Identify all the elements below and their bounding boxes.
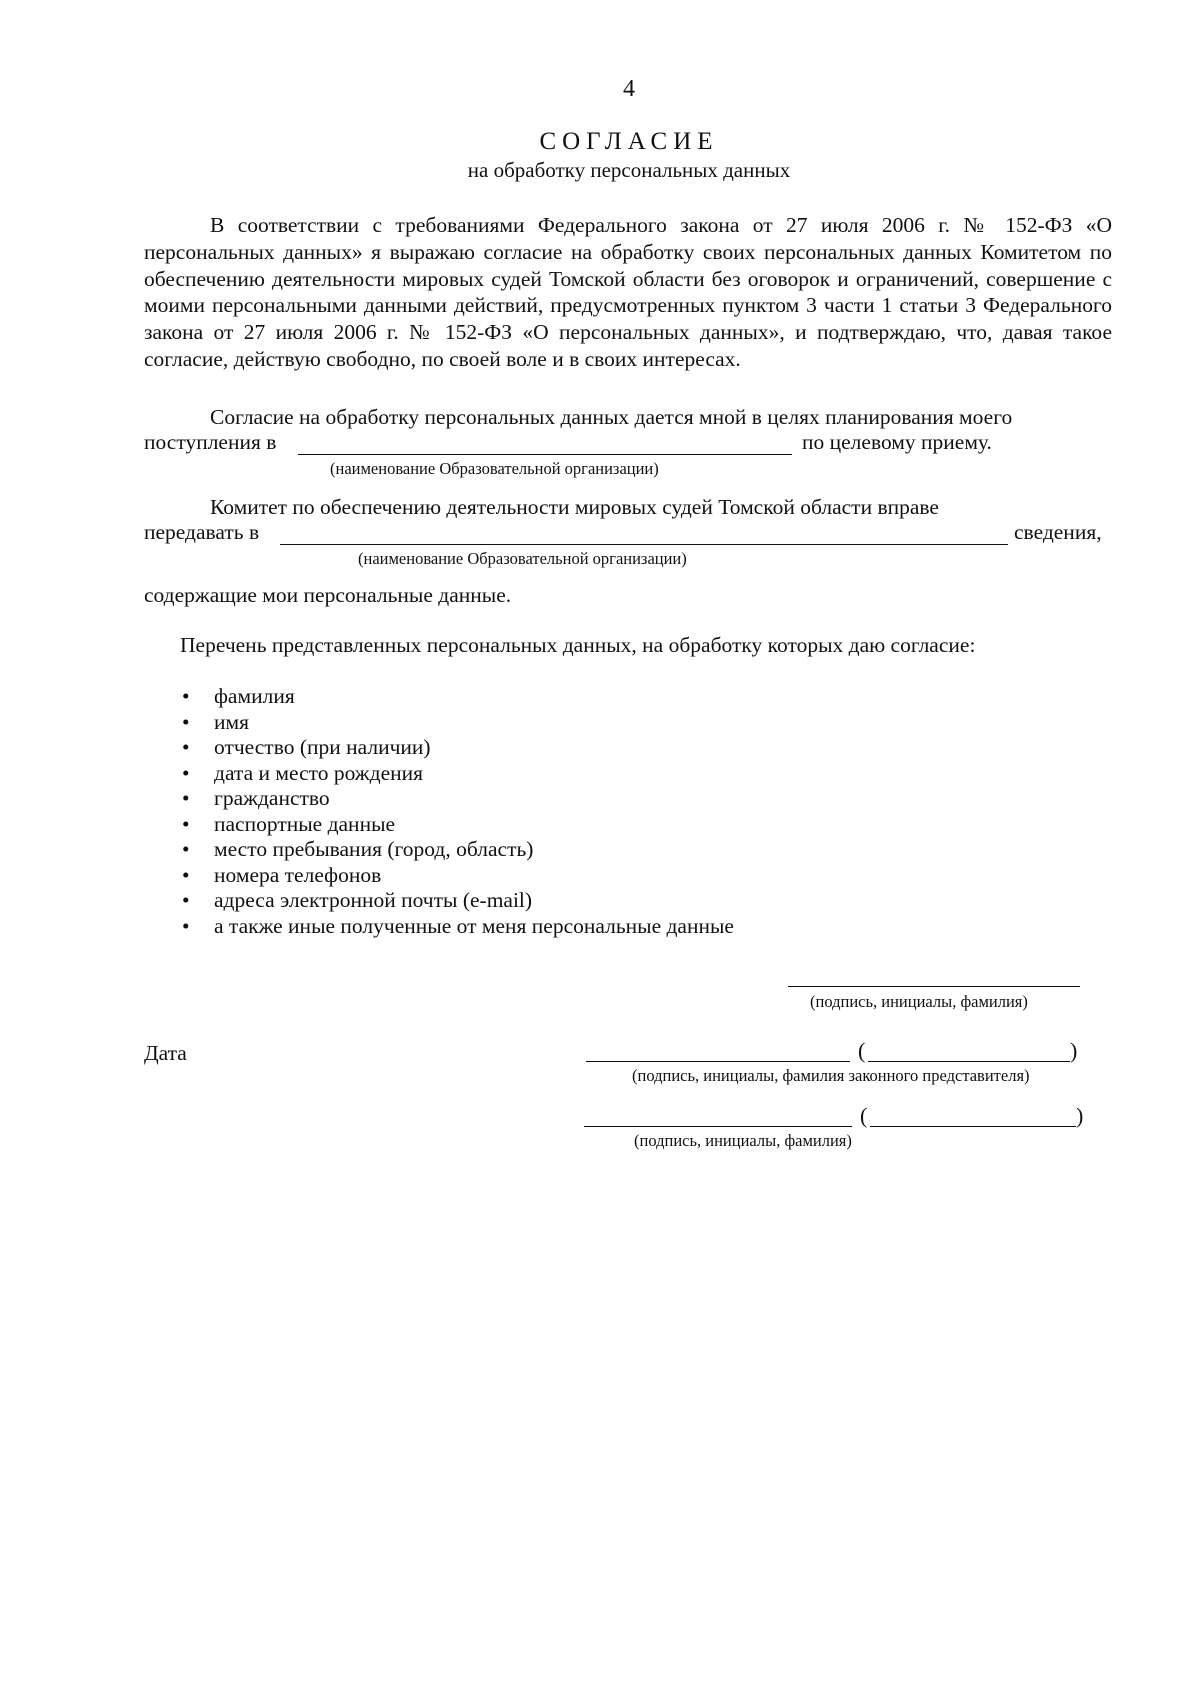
list-item: • имя [182, 709, 250, 734]
organization-blank-1[interactable] [298, 454, 792, 455]
third-close-paren: ) [1076, 1103, 1084, 1128]
list-item: • а также иные полученные от меня персональные данные [182, 913, 734, 938]
guardian-signature-line[interactable] [586, 1061, 850, 1062]
list-item: • гражданство [182, 786, 330, 810]
applicant-signature-caption: (подпись, инициалы, фамилия) [810, 992, 1028, 1011]
bullet-icon: • [182, 888, 190, 912]
bullet-icon: • [182, 786, 190, 810]
page-number: 4 [623, 76, 635, 102]
bullet-icon: • [182, 735, 190, 759]
guardian-open-paren: ( [858, 1038, 866, 1063]
bullet-icon: • [182, 837, 190, 861]
transfer-suffix: сведения, [1014, 520, 1102, 544]
third-open-paren: ( [860, 1103, 868, 1128]
transfer-paragraph-line1: Комитет по обеспечению деятельности мировых судей Томской области вправе [210, 495, 939, 519]
organization-blank-2[interactable] [280, 544, 1008, 545]
document-subtitle: на обработку персональных данных [467, 158, 791, 182]
consent-paragraph: В соответствии с требованиями Федерального закона от 27 июля 2006 г. № 152-ФЗ «О персональных данных» я выражаю согласие на обработку своих персональных данных Комитетом по обеспечению деятельности мировых судей Томской области без оговорок и ограничений, совершение с моими персональными данными действий, предусмотренных пунктом 3 части 1 статьи 3 Федерального закона от 27 июля 2006 г. № 152-ФЗ «О персональных данных», и подтверждаю, что, давая такое согласие, действую свободно, по своей воле и в своих интересах. [144, 213, 1112, 371]
bullet-icon: • [182, 709, 190, 734]
bullet-icon: • [182, 760, 190, 785]
purpose-prefix: поступления в [144, 430, 277, 454]
list-item: • дата и место рождения [182, 760, 424, 785]
purpose-paragraph-line1: Согласие на обработку персональных данных дается мной в целях планирования моего [210, 405, 1013, 429]
applicant-signature-line[interactable] [788, 986, 1080, 987]
organization-caption-2: (наименование Образовательной организации) [358, 549, 687, 568]
guardian-signature-caption: (подпись, инициалы, фамилия законного представителя) [632, 1066, 1030, 1085]
list-item: • адреса электронной почты (e-mail) [182, 888, 533, 912]
list-item: • паспортные данные [182, 811, 396, 836]
guardian-close-paren: ) [1070, 1038, 1078, 1063]
organization-caption-1: (наименование Образовательной организации) [330, 459, 659, 478]
date-label: Дата [144, 1041, 187, 1065]
list-intro: Перечень представленных персональных данных, на обработку которых даю согласие: [180, 633, 976, 657]
purpose-suffix: по целевому приему. [802, 430, 992, 454]
third-name-line[interactable] [870, 1126, 1076, 1127]
personal-data-list [180, 684, 734, 939]
transfer-continuation: содержащие мои персональные данные. [144, 583, 512, 607]
bullet-icon: • [182, 684, 190, 708]
transfer-prefix: передавать в [144, 520, 260, 544]
list-item: • номера телефонов [182, 862, 382, 887]
bullet-icon: • [182, 811, 190, 836]
document-title: СОГЛАСИЕ [539, 128, 719, 155]
bullet-icon: • [182, 913, 190, 938]
list-item: • место пребывания (город, область) [182, 837, 534, 861]
bullet-icon: • [182, 862, 190, 887]
list-item: • фамилия [182, 684, 295, 708]
third-signature-line[interactable] [584, 1126, 852, 1127]
third-signature-caption: (подпись, инициалы, фамилия) [634, 1131, 852, 1150]
guardian-name-line[interactable] [868, 1061, 1070, 1062]
list-item: • отчество (при наличии) [182, 735, 431, 759]
